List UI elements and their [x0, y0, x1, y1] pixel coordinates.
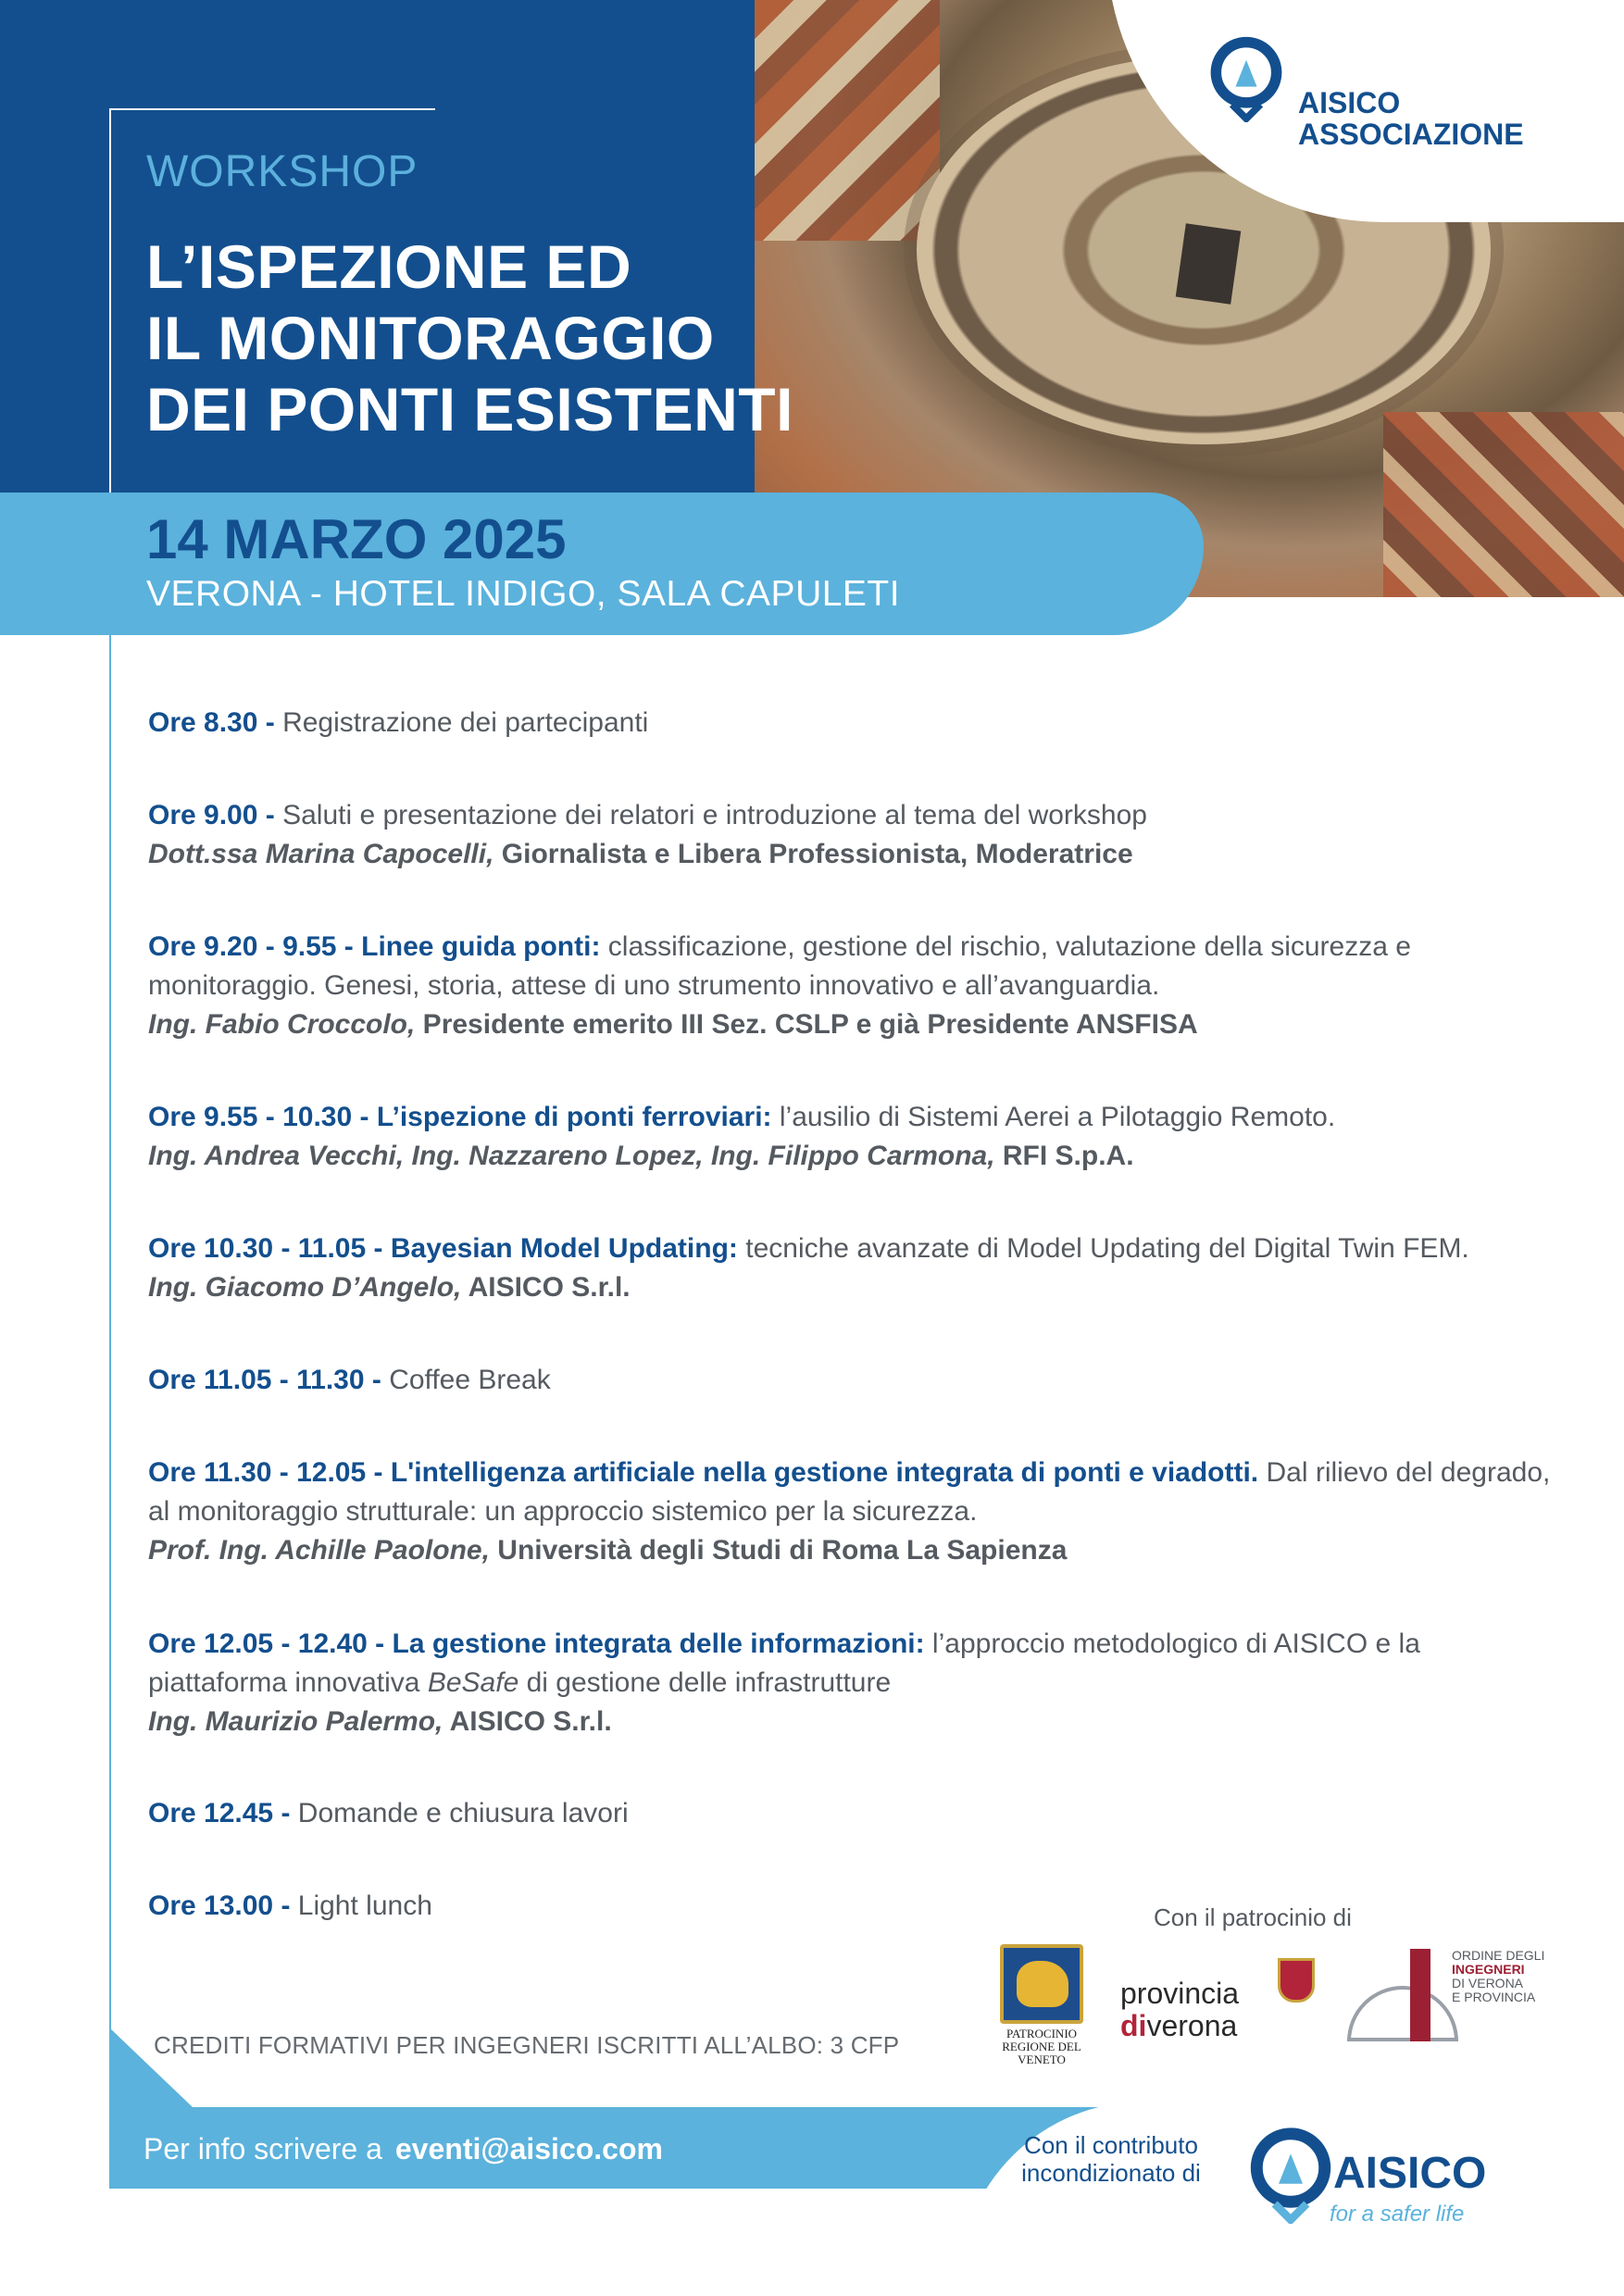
aisico-association-logo-text: AISICO ASSOCIAZIONE [1298, 86, 1524, 151]
event-venue: VERONA - HOTEL INDIGO, SALA CAPULETI [146, 574, 901, 614]
program-description: Domande e chiusura lavori [290, 1798, 629, 1828]
program-speaker: Ing. Fabio Croccolo, [148, 1009, 416, 1040]
program-affiliation: AISICO S.r.l. [461, 1272, 631, 1303]
lion-shield-icon [1000, 1944, 1083, 2024]
program-topic: Bayesian Model Updating: [382, 1233, 738, 1264]
verona-text: diverona [1120, 2009, 1238, 2042]
program-affiliation: Giornalista e Libera Professionista, Moderatrice [493, 839, 1133, 869]
program-time: Ore 12.45 - [148, 1798, 291, 1828]
provincia-shield-icon [1278, 1958, 1315, 2003]
program-item [148, 1794, 1555, 1833]
aisico-tagline: for a safer life [1330, 2202, 1465, 2227]
program-speaker: Dott.ssa Marina Capocelli, [148, 839, 494, 869]
program-item [148, 1625, 1555, 1741]
program-affiliation: AISICO S.r.l. [443, 1706, 612, 1737]
event-title [146, 231, 793, 445]
program-description: Registrazione dei partecipanti [274, 707, 649, 738]
program-item [148, 704, 1555, 742]
program-description: Dal rilievo del degrado, al monitoraggio strutturale: un approccio sistemico per la sicurezza. [148, 1457, 1551, 1527]
program-item [148, 1454, 1555, 1570]
ordine-ingegneri-logo [1347, 1949, 1560, 2051]
frame-line-left [109, 635, 111, 2107]
program-description: Light lunch [290, 1890, 432, 1921]
aisico-logo-icon [1241, 2124, 1341, 2224]
aisico-logo-icon [1202, 33, 1291, 122]
event-date: 14 MARZO 2025 [146, 508, 567, 570]
program-description: tecniche avanzate di Model Updating del Digital Twin FEM. [737, 1233, 1469, 1264]
photo-arena-stage [1176, 223, 1242, 305]
sponsor-label: Con il contributo incondizionato di [1021, 2131, 1201, 2187]
regione-veneto-logo [981, 1944, 1102, 2066]
event-type-label: WORKSHOP [146, 147, 418, 196]
title-line: IL MONITORAGGIO [146, 304, 715, 372]
program-item [148, 796, 1555, 874]
program-item [148, 928, 1555, 1044]
program-product-name: BeSafe [427, 1667, 519, 1698]
program-speaker: Prof. Ing. Achille Paolone, [148, 1535, 490, 1566]
program-topic: Linee guida ponti: [353, 931, 601, 962]
program-description: classificazione, gestione del rischio, valutazione della sicurezza e monitoraggio. Genesi, storia, attese di uno strumento innovativo e all’avanguardia. [148, 931, 1411, 1001]
program-time: Ore 9.55 - 10.30 - [148, 1102, 369, 1132]
tower-icon [1410, 1949, 1430, 2041]
provincia-text: provincia [1120, 1977, 1240, 2010]
program-topic: La gestione integrata delle informazioni: [384, 1628, 925, 1659]
photo-rooftops [755, 0, 940, 241]
program-topic: L'intelligenza artificiale nella gestione integrata di ponti e viadotti. [382, 1457, 1259, 1488]
program-time: Ore 13.00 - [148, 1890, 291, 1921]
program-time: Ore 9.20 - 9.55 - [148, 931, 354, 962]
program-topic: L’ispezione di ponti ferroviari: [369, 1102, 772, 1132]
program-time: Ore 9.00 - [148, 800, 275, 830]
program-speaker: Ing. Maurizio Palermo, [148, 1706, 443, 1737]
program-affiliation: Università degli Studi di Roma La Sapienza [489, 1535, 1068, 1566]
program-time: Ore 12.05 - 12.40 - [148, 1628, 385, 1659]
bridge-icon [1347, 1986, 1458, 2041]
program-time: Ore 8.30 - [148, 707, 275, 738]
program-time: Ore 10.30 - 11.05 - [148, 1233, 383, 1264]
photo-rooftops-lower [1383, 412, 1624, 597]
contact-label: Per info scrivere a [144, 2132, 382, 2165]
program-description: l’ausilio di Sistemi Aerei a Pilotaggio Remoto. [771, 1102, 1336, 1132]
program-time: Ore 11.30 - 12.05 - [148, 1457, 383, 1488]
program-description: Saluti e presentazione dei relatori e introduzione al tema del workshop [274, 800, 1147, 830]
frame-line-left-header [109, 108, 111, 495]
title-line: L’ISPEZIONE ED [146, 232, 632, 301]
credits-note: CREDITI FORMATIVI PER INGEGNERI ISCRITTI ALL’ALBO: 3 CFP [154, 2031, 900, 2059]
program-affiliation: Presidente emerito III Sez. CSLP e già Presidente ANSFISA [415, 1009, 1198, 1040]
program-speaker: Ing. Giacomo D’Angelo, [148, 1272, 462, 1303]
ordine-caption: ORDINE DEGLI INGEGNERI DI VERONA E PROVINCIA [1452, 1948, 1545, 2004]
title-line: DEI PONTI ESISTENTI [146, 375, 793, 443]
program-time: Ore 11.05 - 11.30 - [148, 1365, 381, 1395]
program-description: l’approccio metodologico di AISICO e la piattaforma innovativa [148, 1628, 1420, 1698]
frame-line-top [109, 108, 435, 110]
contact-info [144, 2132, 663, 2166]
veneto-caption: PATROCINIO REGIONE DEL VENETO [1002, 2027, 1081, 2066]
program-affiliation: RFI S.p.A. [994, 1141, 1134, 1171]
patronage-label: Con il patrocinio di [1154, 1903, 1352, 1931]
program-description: Coffee Break [381, 1365, 551, 1395]
program-item [148, 1098, 1555, 1176]
program-speaker: Ing. Andrea Vecchi, Ing. Nazzareno Lopez, Ing. Filippo Carmona, [148, 1141, 995, 1171]
contact-email-link[interactable]: eventi@aisico.com [394, 2132, 663, 2165]
program-item [148, 1361, 1555, 1400]
footer-corner [109, 2028, 193, 2107]
program-item [148, 1229, 1555, 1307]
program-description: di gestione delle infrastrutture [518, 1667, 892, 1698]
aisico-brand: AISICO [1333, 2149, 1487, 2198]
